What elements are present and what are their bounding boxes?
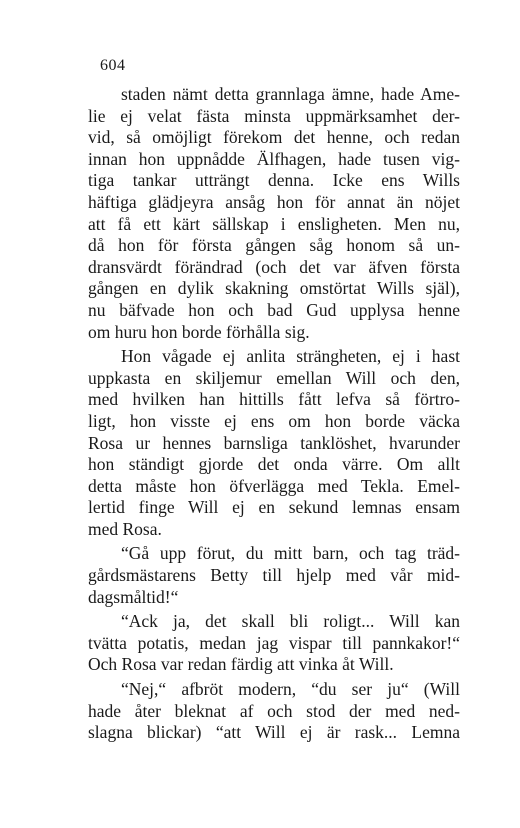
text-line: ligt, hon visste ej ens om hon borde väcka — [88, 410, 460, 431]
text-line: uppkasta en skiljemur emellan Will och den, — [88, 367, 460, 388]
paragraph — [88, 84, 460, 343]
text-line: hade åter bleknat af och stod der med ned- — [88, 700, 460, 721]
text-line: vid, så omöjligt förekom det henne, och redan — [88, 127, 460, 148]
text-line: innan hon uppnådde Älfhagen, hade tusen vig- — [88, 148, 460, 169]
text-line: slagna blickar) “att Will ej är rask... Lemna — [88, 722, 460, 743]
text-line: “Nej,“ afbröt modern, “du ser ju“ (Will — [121, 679, 460, 700]
text-line: Rosa ur hennes barnsliga tanklöshet, hvarunder — [88, 432, 460, 453]
paragraph — [88, 611, 460, 676]
paragraph — [88, 543, 460, 608]
text-line: detta måste hon öfverlägga med Tekla. Emel- — [88, 475, 460, 496]
text-line: gången en dylik skakning omstörtat Wills själ), — [88, 278, 460, 299]
text-line: med hvilken han hittills fått lefva så förtro- — [88, 389, 460, 410]
text-line: dagsmåltid!“ — [88, 586, 179, 607]
text-line: Hon vågade ej anlita strängheten, ej i hast — [121, 346, 460, 367]
text-line: “Ack ja, det skall bli roligt... Will kan — [121, 611, 460, 632]
text-line: hon ständigt gjorde det onda värre. Om allt — [88, 454, 460, 475]
text-line: lertid finge Will ej en sekund lemnas ensam — [88, 497, 460, 518]
text-line: gårdsmästarens Betty till hjelp med vår mid- — [88, 565, 460, 586]
paragraph — [88, 679, 460, 744]
text-line: staden nämt detta grannlaga ämne, hade Ame- — [121, 84, 460, 104]
body-text — [88, 84, 460, 747]
text-line: om huru hon borde förhålla sig. — [88, 321, 310, 342]
text-line: att få ett kärt sällskap i ensligheten. Men nu, — [88, 213, 460, 234]
text-line: med Rosa. — [88, 518, 162, 539]
text-line: tiga tankar utträngt denna. Icke ens Wills — [88, 170, 460, 191]
text-line: Och Rosa var redan färdig att vinka åt Will. — [88, 654, 394, 675]
text-line: häftiga glädjeyra ansåg hon för annat än nöjet — [88, 191, 460, 212]
paragraph — [88, 346, 460, 540]
text-line: lie ej velat fästa minsta uppmärksamhet der- — [88, 105, 460, 126]
page-number: 604 — [100, 57, 126, 74]
text-line: nu bäfvade hon och bad Gud upplysa henne — [88, 299, 460, 320]
text-line: då hon för första gången såg honom så un- — [88, 235, 460, 256]
text-line: dransvärdt förändrad (och det var äfven första — [88, 256, 460, 277]
text-line: “Gå upp förut, du mitt barn, och tag träd- — [121, 543, 460, 564]
text-line: tvätta potatis, medan jag vispar till pannkakor!“ — [88, 632, 460, 653]
